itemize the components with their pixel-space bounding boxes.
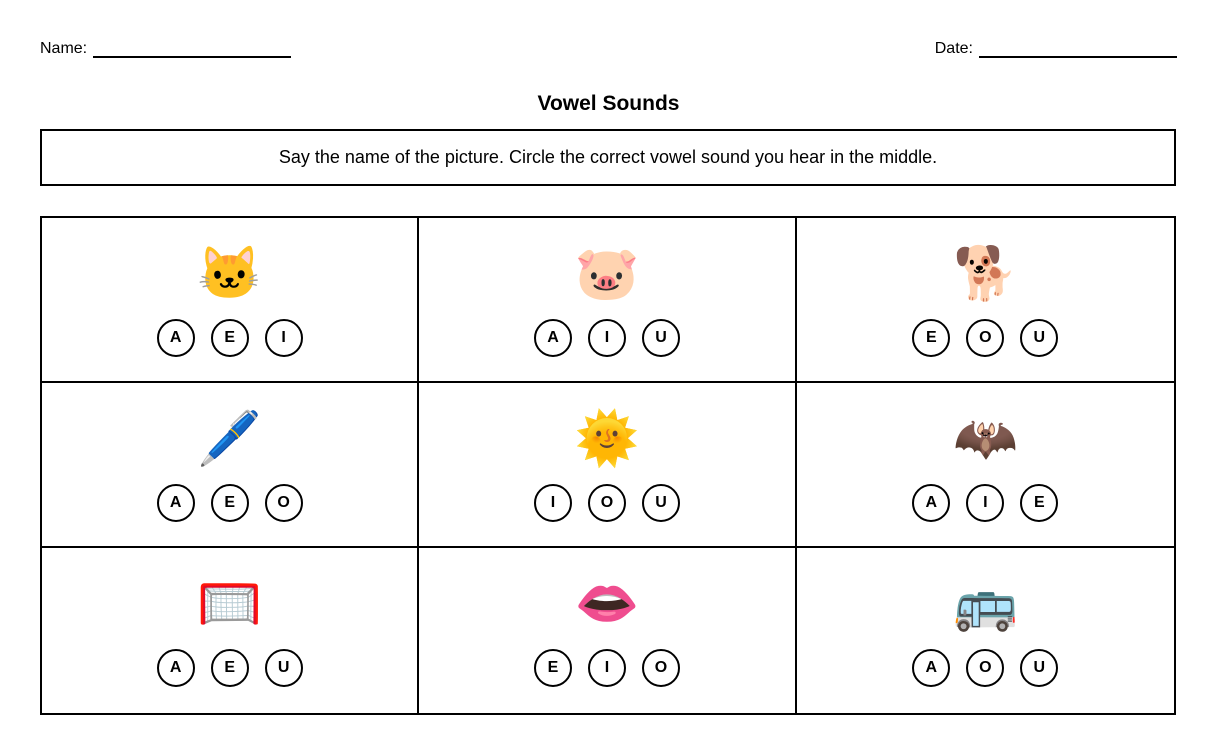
- vowel-option-circle[interactable]: U: [265, 649, 303, 687]
- bus-icon: 🚌: [952, 575, 1018, 633]
- vowel-option-circle[interactable]: I: [265, 319, 303, 357]
- picture-cell-lip: [419, 548, 796, 713]
- vowel-option-circle[interactable]: O: [966, 319, 1004, 357]
- sun-icon: 🌞: [574, 410, 640, 468]
- vowel-options: [419, 319, 794, 357]
- picture-cell-pen: [42, 383, 419, 548]
- vowel-option-circle[interactable]: I: [966, 484, 1004, 522]
- vowel-option-circle[interactable]: A: [912, 484, 950, 522]
- vowel-option-circle[interactable]: E: [211, 484, 249, 522]
- picture-cell-sun: [419, 383, 796, 548]
- picture-cell-dog: [797, 218, 1174, 383]
- vowel-options: [797, 319, 1174, 357]
- vowel-option-circle[interactable]: E: [211, 649, 249, 687]
- vowel-option-circle[interactable]: U: [642, 319, 680, 357]
- name-blank-line[interactable]: [93, 42, 291, 58]
- vowel-option-circle[interactable]: I: [588, 649, 626, 687]
- cat-icon: 🐱: [197, 245, 263, 303]
- vowel-option-circle[interactable]: I: [588, 319, 626, 357]
- instructions-text: Say the name of the picture. Circle the correct vowel sound you hear in the middle.: [278, 147, 938, 167]
- picture-cell-net: [42, 548, 419, 713]
- name-field[interactable]: [40, 40, 291, 58]
- vowel-options: [419, 484, 794, 522]
- vowel-options: [797, 649, 1174, 687]
- vowel-option-circle[interactable]: I: [534, 484, 572, 522]
- bat-icon: 🦇: [952, 410, 1018, 468]
- vowel-option-circle[interactable]: U: [1020, 649, 1058, 687]
- pen-icon: 🖊️: [197, 410, 263, 468]
- net-icon: 🥅: [197, 575, 263, 633]
- vowel-option-circle[interactable]: U: [1020, 319, 1058, 357]
- picture-cell-bat: [797, 383, 1174, 548]
- picture-grid: [40, 216, 1176, 715]
- vowel-options: [419, 649, 794, 687]
- vowel-option-circle[interactable]: O: [588, 484, 626, 522]
- vowel-option-circle[interactable]: A: [912, 649, 950, 687]
- vowel-option-circle[interactable]: A: [157, 484, 195, 522]
- picture-cell-bus: [797, 548, 1174, 713]
- date-label: Date:: [934, 40, 973, 57]
- vowel-option-circle[interactable]: O: [966, 649, 1004, 687]
- vowel-option-circle[interactable]: A: [157, 319, 195, 357]
- name-label: Name:: [40, 40, 88, 57]
- vowel-option-circle[interactable]: E: [534, 649, 572, 687]
- vowel-option-circle[interactable]: A: [157, 649, 195, 687]
- picture-cell-pig: [419, 218, 796, 383]
- vowel-option-circle[interactable]: E: [1020, 484, 1058, 522]
- vowel-option-circle[interactable]: O: [642, 649, 680, 687]
- lip-icon: 👄: [574, 575, 640, 633]
- vowel-option-circle[interactable]: E: [211, 319, 249, 357]
- vowel-options: [42, 319, 417, 357]
- instructions-box: [40, 129, 1176, 186]
- vowel-option-circle[interactable]: E: [912, 319, 950, 357]
- vowel-options: [42, 649, 417, 687]
- vowel-option-circle[interactable]: A: [534, 319, 572, 357]
- worksheet-title: Vowel Sounds: [537, 92, 680, 115]
- vowel-options: [42, 484, 417, 522]
- date-blank-line[interactable]: [979, 42, 1177, 58]
- picture-cell-cat: [42, 218, 419, 383]
- pig-icon: 🐷: [574, 245, 640, 303]
- vowel-options: [797, 484, 1174, 522]
- vowel-option-circle[interactable]: O: [265, 484, 303, 522]
- vowel-option-circle[interactable]: U: [642, 484, 680, 522]
- date-field[interactable]: [935, 40, 1177, 58]
- dog-icon: 🐕: [952, 245, 1018, 303]
